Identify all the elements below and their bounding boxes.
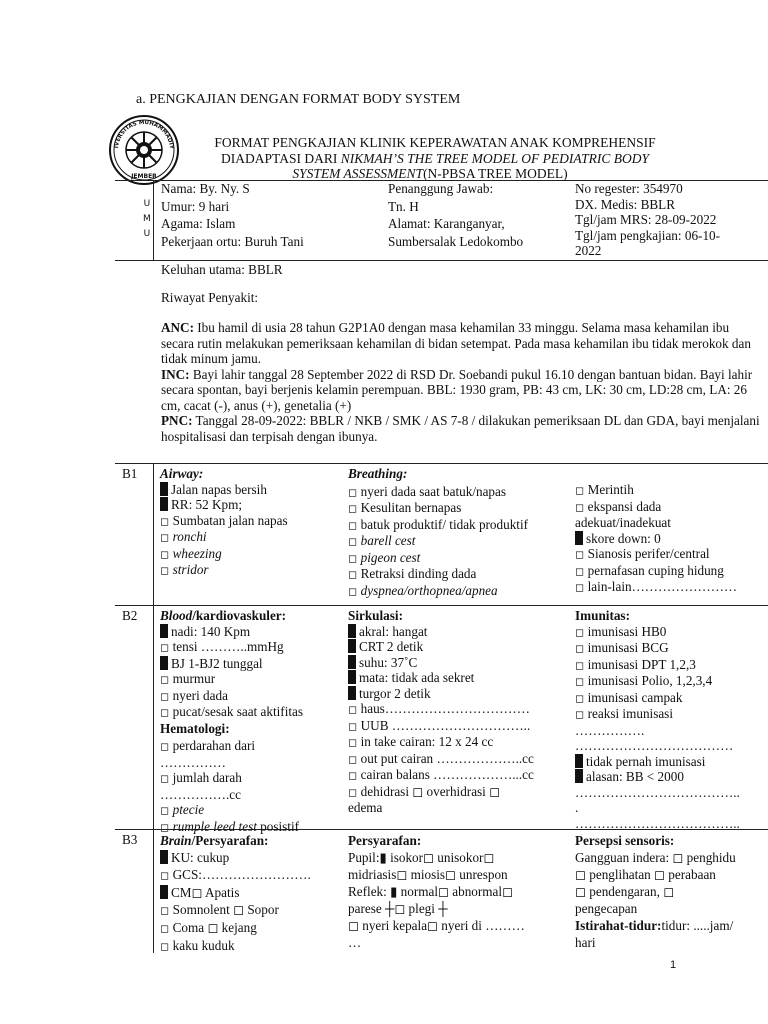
inc-paragraph: INC: Bayi lahir tanggal 28 September 2022 di RSD Dr. Soebandi pukul 16.10 dengan bantuan bidan. Bayi lahir secara spontan, bayi berjenis kelamin perempuan. BBL: 1930 gram, PB: 43 cm, LK: 30 cm, LD:28 cm, LA: 26 cm, cacat (-), anus (+), genetalia (+) <box>161 366 753 413</box>
section-title: a. PENGKAJIAN DENGAN FORMAT BODY SYSTEM <box>136 92 461 107</box>
checkbox-icon: ◻ <box>348 719 361 733</box>
identity-col1: Nama: By. Ny. S Umur: 9 hari Agama: Islam Pekerjaan ortu: Buruh Tani <box>161 181 304 249</box>
checkbox-icon: ◻ <box>348 551 361 565</box>
checkbox-icon: ◻ <box>575 548 588 561</box>
checklist-item <box>575 563 737 580</box>
checked-box-icon <box>348 655 356 669</box>
checklist-label: Coma ◻ kejang <box>172 920 257 935</box>
checkbox-icon: ◻ <box>348 584 361 598</box>
checkbox-icon: ◻ <box>575 625 588 639</box>
checklist-label: lain-lain…………………… <box>587 579 738 594</box>
checklist-label: . <box>575 800 579 815</box>
checklist-item <box>575 754 740 770</box>
checkbox-icon: ◻ <box>348 752 361 766</box>
checklist-item <box>348 767 534 784</box>
checklist-label: ……………………………….. <box>575 815 740 831</box>
checklist-label: RR: 52 Kpm; <box>171 497 243 512</box>
logo-side-letters: U M U <box>143 199 151 239</box>
checklist-item <box>575 499 737 516</box>
checklist-label: Sumbatan jalan napas <box>172 512 288 528</box>
checklist-label: KU: cukup <box>171 850 230 865</box>
header-line1: FORMAT PENGKAJIAN KLINIK KEPERAWATAN ANAK KOMPREHENSIF <box>214 135 656 150</box>
checklist-label: murmur <box>172 671 216 686</box>
checkbox-icon: ◻ <box>575 484 588 497</box>
checklist-item <box>160 546 288 563</box>
checklist-label: Jalan napas bersih <box>171 481 267 497</box>
checklist-item <box>575 800 740 816</box>
checkbox-icon: ◻ <box>160 740 173 753</box>
b3-persepsi: Persepsi sensoris: Gangguan indera: ◻ penghidu ◻ penglihatan ◻ perabaan ◻ pendengaran, ◻ pengecapan Istirahat-tidur:tidur: .....jam/ hari <box>575 833 736 950</box>
checked-box-icon <box>575 754 583 768</box>
checklist-item <box>348 784 534 801</box>
checklist-item <box>348 718 534 735</box>
checked-box-icon <box>160 497 168 511</box>
checklist-item <box>348 655 534 671</box>
checklist-label: batuk produktif/ tidak produktif <box>360 516 529 532</box>
checklist-label: ekspansi dada <box>587 498 662 514</box>
checklist-label: tensi ………..mmHg <box>172 639 284 654</box>
checklist-label: pucat/sesak saat aktifitas <box>172 704 304 719</box>
b1-breathing: Breathing: ◻ nyeri dada saat batuk/napas ◻ Kesulitan bernapas ◻ batuk produktif/ tidak produktif ◻ barell cest ◻ pigeon cest ◻ Retraksi dinding dada ◻ dyspnea/orthopnea/apnea <box>348 466 529 598</box>
checklist-label: ……………………………….. <box>575 784 740 800</box>
checklist-label: Merintih <box>587 482 634 497</box>
checklist-label: …………….cc <box>160 786 241 802</box>
checklist-item <box>160 802 303 819</box>
checkbox-icon: ◻ <box>160 673 173 686</box>
checklist-item <box>348 686 534 702</box>
checklist-label: cairan balans ………………...cc <box>360 767 534 782</box>
checkbox-icon: ◻ <box>575 658 588 672</box>
b2-blood: Blood/kardiovaskuler: nadi: 140 Kpm ◻ tensi ………..mmHg BJ 1-BJ2 tunggal ◻ murmur ◻ nyeri dada ◻ pucat/sesak saat aktifitas Hematologi: ◻ perdarahan dari …………… ◻ jumlah darah …………….cc ◻ ptecie ◻ rumple leed test posistif <box>160 608 304 834</box>
checklist-item <box>348 550 528 567</box>
checklist-label: in take cairan: 12 x 24 cc <box>360 734 494 749</box>
checked-box-icon <box>348 686 356 700</box>
checklist-item <box>348 500 528 517</box>
checked-box-icon <box>348 624 356 638</box>
checkbox-icon: ◻ <box>160 564 173 577</box>
checklist-label: skore down: 0 <box>586 530 661 546</box>
form-header <box>180 135 690 166</box>
checklist-item <box>575 673 740 690</box>
checklist-label: nyeri dada saat batuk/napas <box>360 483 507 499</box>
checklist-label: nyeri dada <box>172 687 228 703</box>
checkbox-icon: ◻ <box>348 736 361 749</box>
checklist-label: akral: hangat <box>359 623 428 639</box>
checkbox-icon: ◻ <box>348 535 361 548</box>
rule <box>153 463 154 953</box>
checklist-label: imunisasi campak <box>587 689 683 705</box>
checklist-item <box>160 704 303 721</box>
checklist-suffix: posistif <box>256 818 300 834</box>
checklist-item <box>348 701 534 718</box>
checklist-item <box>160 770 303 787</box>
checked-box-icon <box>575 769 583 783</box>
checklist-item <box>575 482 737 499</box>
identity-col2: Penanggung Jawab: Tn. H Alamat: Karanganyar, Sumbersalak Ledokombo <box>388 181 524 249</box>
checklist-label: CM◻ Apatis <box>171 885 240 900</box>
checkbox-icon: ◻ <box>575 564 588 578</box>
checklist-item <box>160 866 311 884</box>
checklist-item <box>348 800 534 816</box>
checklist-label: wheezing <box>172 545 222 561</box>
checklist-item <box>575 515 737 531</box>
rule <box>115 260 768 261</box>
checklist-item <box>160 738 303 755</box>
checkbox-icon: ◻ <box>160 940 173 953</box>
checkbox-icon: ◻ <box>160 904 173 917</box>
checked-box-icon <box>160 885 168 899</box>
checklist-item <box>348 639 534 655</box>
checklist-label: kaku kuduk <box>172 938 235 953</box>
checklist-label: barell cest <box>360 533 416 548</box>
anc-paragraph: ANC: Ibu hamil di usia 28 tahun G2P1A0 dengan masa kehamilan 33 minggu. Selama masa kehamilan ibu secara rutin melakukan pemeriksaan kehamilan di bidan setempat. Pada masa kehamilan ibu tidak merokok dan tidak minum jamu. <box>161 320 751 366</box>
b3-brain: Brain/Persyarafan: KU: cukup ◻ GCS:……………………. CM◻ Apatis ◻ Somnolent ◻ Sopor ◻ Coma ◻ kejang ◻ kaku kuduk <box>160 833 311 953</box>
checklist-item <box>160 787 303 803</box>
checklist-label: dehidrasi ◻ overhidrasi ◻ <box>360 783 501 799</box>
checklist-label: nadi: 140 Kpm <box>171 623 251 639</box>
checklist-item <box>575 657 740 674</box>
checklist-label: BJ 1-BJ2 tunggal <box>171 655 263 671</box>
checked-box-icon <box>160 624 168 638</box>
checklist-label: ptecie <box>172 802 205 817</box>
b3-persyarafan: Persyarafan: Pupil:▮ isokor◻ unisokor◻ midriasis◻ miosis◻ unrespon Reflek: ▮ normal◻ abnormal◻ parese ┼◻ plegi ┼ ◻ nyeri kepala◻ nyeri di ……… … <box>348 833 525 950</box>
checklist-label: edema <box>348 800 383 815</box>
checklist-label: Somnolent ◻ Sopor <box>172 902 279 917</box>
checked-box-icon <box>348 639 356 653</box>
checklist-label: ……………. <box>575 722 645 738</box>
checklist-label: imunisasi BCG <box>587 640 669 655</box>
page-number: 1 <box>670 959 677 971</box>
header-line3: SYSTEM ASSESSMENT(N-PBSA TREE MODEL) <box>292 166 568 181</box>
checklist-item <box>160 849 311 866</box>
checkbox-icon: ◻ <box>348 518 361 532</box>
row-code-b1: B1 <box>122 466 138 481</box>
checklist-item <box>160 688 303 705</box>
checkbox-icon: ◻ <box>160 804 173 817</box>
rule <box>115 463 768 464</box>
checkbox-icon: ◻ <box>575 581 588 594</box>
checked-box-icon <box>160 482 168 496</box>
checklist-item <box>348 751 534 768</box>
checkbox-icon: ◻ <box>575 691 588 705</box>
checklist-label: ronchi <box>172 529 207 544</box>
pnc-paragraph: PNC: Tanggal 28-09-2022: BBLR / NKB / SMK / AS 7-8 / dilakukan pemeriksaan DL dan GDA, bayi menjalani hospitalisasi dan terpisah dengan ibunya. <box>161 413 760 444</box>
checklist-label: Sianosis perifer/central <box>587 546 710 561</box>
checklist-label: jumlah darah <box>172 770 242 785</box>
header-line2: DIADAPTASI DARI NIKMAH’S THE TREE MODEL OF PEDIATRIC BODY <box>221 150 649 166</box>
checklist-label: adekuat/inadekuat <box>575 515 671 530</box>
checklist-label: suhu: 37˚C <box>359 654 418 670</box>
checklist-item <box>575 785 740 801</box>
svg-text:JEMBER: JEMBER <box>131 173 157 180</box>
checkbox-icon: ◻ <box>348 502 361 515</box>
checked-box-icon <box>160 850 168 864</box>
checklist-label: pernafasan cuping hidung <box>587 562 724 578</box>
checklist-item <box>348 583 528 600</box>
checklist-item <box>348 517 528 534</box>
checklist-item <box>575 816 740 832</box>
checklist-item <box>575 579 737 596</box>
checklist-item <box>348 533 528 550</box>
checklist-item <box>160 937 311 955</box>
checkbox-icon: ◻ <box>160 514 173 528</box>
checklist-item <box>160 482 288 498</box>
b1-extra <box>575 482 737 596</box>
checked-box-icon <box>160 656 168 670</box>
checklist-item <box>575 690 740 707</box>
b1-airway: Airway: Jalan napas bersih RR: 52 Kpm; ◻ Sumbatan jalan napas ◻ ronchi ◻ wheezing ◻ stridor <box>160 466 288 577</box>
checked-box-icon <box>575 531 583 545</box>
history-label: Riwayat Penyakit: <box>161 289 259 305</box>
checklist-item <box>575 624 740 641</box>
checklist-label: perdarahan dari <box>172 738 256 753</box>
checklist-item <box>160 755 303 771</box>
checklist-item <box>160 624 303 640</box>
checklist-label: CRT 2 detik <box>359 639 424 654</box>
checkbox-icon: ◻ <box>160 531 173 544</box>
checklist-item <box>160 656 303 672</box>
checklist-label: ……………………………… <box>575 738 734 753</box>
b2-sirkulasi: Sirkulasi: akral: hangat CRT 2 detik suhu: 37˚C mata: tidak ada sekret turgor 2 detik ◻ haus…………………………… ◻ UUB ………………………….. ◻ in take cairan: 12 x 24 cc ◻ out put cairan ………………..cc ◻ cairan balans ………………...cc ◻ dehidrasi ◻ overhidrasi ◻ edema <box>348 608 534 815</box>
checkbox-icon: ◻ <box>575 675 588 688</box>
checklist-label: …………… <box>160 754 226 770</box>
checkbox-icon: ◻ <box>348 485 361 499</box>
checkbox-icon: ◻ <box>160 641 173 654</box>
row-code-b3: B3 <box>122 832 138 847</box>
checklist-item <box>575 723 740 739</box>
checklist-item <box>348 484 528 501</box>
b2-imunitas: Imunitas: ◻ imunisasi HB0 ◻ imunisasi BCG ◻ imunisasi DPT 1,2,3 ◻ imunisasi Polio, 1,2,3,4 ◻ imunisasi campak ◻ reaksi imunisasi ……………. ……………………………… tidak pernah imunisasi alasan: BB < 2000 ……………………………….. . ……………………………….. <box>575 608 740 831</box>
checklist-label: stridor <box>172 562 209 577</box>
checklist-label: tidak pernah imunisasi <box>586 753 706 769</box>
checkbox-icon: ◻ <box>575 500 588 514</box>
checklist-label: reaksi imunisasi <box>587 706 673 721</box>
rule <box>115 605 768 606</box>
checklist-label: pigeon cest <box>360 549 421 565</box>
checkbox-icon: ◻ <box>160 547 173 561</box>
checklist-item <box>575 546 737 563</box>
checkbox-icon: ◻ <box>160 706 173 719</box>
checklist-item <box>575 769 740 785</box>
checklist-item <box>575 640 740 657</box>
university-logo <box>106 112 182 188</box>
checkbox-icon: ◻ <box>575 642 588 655</box>
checkbox-icon: ◻ <box>160 820 173 834</box>
checklist-label: imunisasi HB0 <box>587 623 667 639</box>
checklist-label: rumple leed test <box>172 818 257 834</box>
checklist-item <box>160 919 311 937</box>
checklist-label: turgor 2 detik <box>359 685 431 701</box>
checklist-label: UUB ………………………….. <box>360 717 531 733</box>
checklist-item <box>160 901 311 919</box>
checklist-label: haus…………………………… <box>360 701 530 716</box>
checklist-item <box>160 529 288 546</box>
checkbox-icon: ◻ <box>160 689 173 703</box>
svg-text:UNIVERSITAS MUHAMMADIYAH: IVERSITAS MUHAMMADIY <box>114 119 174 149</box>
checklist-item <box>575 738 740 754</box>
checkbox-icon: ◻ <box>348 785 361 799</box>
checklist-label: dyspnea/orthopnea/apnea <box>360 582 498 598</box>
checklist-item <box>348 734 534 751</box>
checklist-item <box>348 624 534 640</box>
checklist-item <box>160 513 288 530</box>
chief-complaint: Keluhan utama: BBLR <box>161 262 283 277</box>
checklist-label: alasan: BB < 2000 <box>586 769 684 784</box>
checklist-item <box>575 531 737 547</box>
checklist-label: mata: tidak ada sekret <box>359 670 475 685</box>
row-code-b2: B2 <box>122 608 138 623</box>
checklist-item <box>160 671 303 688</box>
checklist-item <box>160 884 311 901</box>
checklist-item <box>348 670 534 686</box>
checkbox-icon: ◻ <box>160 922 173 935</box>
checkbox-icon: ◻ <box>160 869 173 882</box>
checkbox-icon: ◻ <box>348 568 361 581</box>
checklist-item <box>348 566 528 583</box>
checkbox-icon: ◻ <box>348 703 361 716</box>
checkbox-icon: ◻ <box>348 769 361 782</box>
checked-box-icon <box>348 670 356 684</box>
identity-col3: No regester: 354970 DX. Medis: BBLR Tgl/jam MRS: 28-09-2022 Tgl/jam pengkajian: 06-10- 2022 <box>575 181 721 258</box>
checklist-label: GCS:……………………. <box>172 867 311 882</box>
checklist-label: Retraksi dinding dada <box>360 566 477 581</box>
checklist-label: imunisasi Polio, 1,2,3,4 <box>587 673 713 688</box>
checkbox-icon: ◻ <box>575 708 588 721</box>
checklist-label: imunisasi DPT 1,2,3 <box>587 656 696 672</box>
checklist-label: out put cairan ………………..cc <box>360 750 534 766</box>
rule <box>153 180 154 260</box>
checklist-label: Kesulitan bernapas <box>360 500 462 515</box>
checklist-item <box>160 562 288 579</box>
checklist-item <box>575 706 740 723</box>
medical-history <box>161 262 761 444</box>
checklist-item <box>160 497 288 513</box>
checkbox-icon: ◻ <box>160 772 173 785</box>
checklist-item <box>160 639 303 656</box>
